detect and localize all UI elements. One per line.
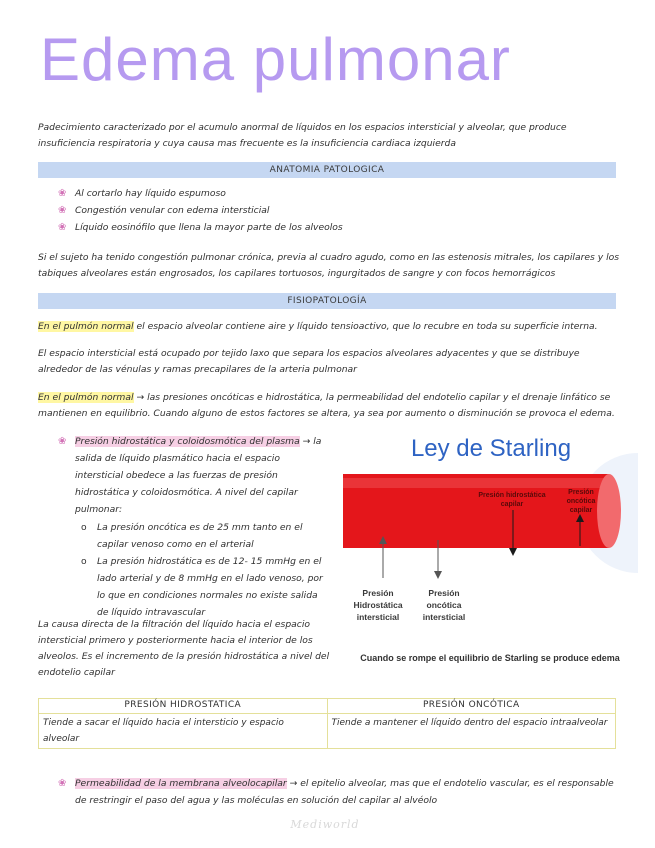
section-header-fisiopatologia: FISIOPATOLOGÍA xyxy=(38,293,616,309)
list-item-text: Congestión venular con edema intersticial xyxy=(75,205,270,216)
figure-caption: Cuando se rompe el equilibrio de Starling se produce edema xyxy=(360,653,620,663)
list-item-text: Líquido eosinófilo que llena la mayor parte de los alveolos xyxy=(75,222,343,233)
label-hidro-intersticial-2: Hidrostática xyxy=(353,600,403,610)
highlight-normal-lung: En el pulmón normal xyxy=(38,321,134,332)
watermark-signature: Mediworld xyxy=(290,818,360,831)
pressure-sublist xyxy=(58,519,330,621)
label-hidro-intersticial-1: Presión xyxy=(362,588,394,598)
permeability-bullet-text xyxy=(75,775,614,809)
normal-lung-paragraph xyxy=(38,319,620,335)
equilibrium-paragraph xyxy=(38,390,620,422)
label-oncotica-intersticial-1: Presión xyxy=(428,588,460,598)
permeability-bullet xyxy=(58,775,614,809)
paragraph-text: el espacio alveolar contiene aire y líquido tensioactivo, que lo recubre en toda su superficie interna. xyxy=(133,321,598,332)
circle-bullet-icon: o xyxy=(81,522,87,533)
sublist-item xyxy=(75,519,330,553)
label-oncotica-capilar-3: capilar xyxy=(569,507,593,514)
label-hidro-capilar-2: capilar xyxy=(500,501,524,508)
circle-bullet-icon: o xyxy=(81,556,87,567)
sublist-item-text: La presión hidrostática es de 12- 15 mmHg en el lado arterial y de 8 mmHg en el lado venoso, por lo que en condiciones normales no existe salida de líquido intravascular xyxy=(97,556,323,618)
list-item xyxy=(58,202,343,219)
bullet-text: → la salida de líquido plasmático hacia el espacio intersticial obedece a las fuerzas de presión hidrostática y coloidosmótica. A nivel del capilar pulmonar: xyxy=(75,436,322,515)
label-hidro-intersticial-3: intersticial xyxy=(356,612,400,622)
label-oncotica-intersticial-2: oncótica xyxy=(426,600,462,610)
interstitial-paragraph: El espacio intersticial está ocupado por tejido laxo que separa los espacios alveolares adyacentes y que se distribuye alrededor de las vénulas y ramas precapilares de la arteria pulmonar xyxy=(38,348,580,375)
anatomia-list xyxy=(58,185,343,236)
highlight-normal-lung: En el pulmón normal xyxy=(38,392,134,403)
flower-bullet-icon: ❀ xyxy=(58,222,67,233)
table-header-row xyxy=(39,699,616,714)
pressure-comparison-table xyxy=(38,698,616,749)
flower-bullet-icon: ❀ xyxy=(58,205,67,216)
bullet-text: → el epitelio alveolar, mas que el endotelio vascular, es el responsable de restringir el paso del agua y las moléculas en solución del capilar al alvéolo xyxy=(75,778,614,806)
label-oncotica-capilar-1: Presión xyxy=(568,489,594,496)
highlight-plasma-pressure: Presión hidrostática y coloidosmótica del plasma xyxy=(75,436,300,447)
table-row xyxy=(39,714,616,749)
label-oncotica-intersticial-3: intersticial xyxy=(422,612,466,622)
tube-highlight xyxy=(343,478,609,488)
table-cell-hidrostatica: Tiende a sacar el líquido hacia el intersticio y espacio alveolar xyxy=(39,714,328,749)
flower-bullet-icon: ❀ xyxy=(58,778,67,789)
sublist-item-text: La presión oncótica es de 25 mm tanto en el capilar venoso como en el arterial xyxy=(97,522,303,550)
figure-title: Ley de Starling xyxy=(410,435,572,462)
section-header-anatomia: ANATOMIA PATOLOGICA xyxy=(38,162,616,178)
page-title: Edema pulmonar xyxy=(40,26,511,93)
table-header-hidrostatica: PRESIÓN HIDROSTATICA xyxy=(39,699,328,714)
label-oncotica-capilar-2: oncótica xyxy=(566,498,596,505)
paragraph-text: → las presiones oncóticas e hidrostática, la permeabilidad del endotelio capilar y el drenaje linfático se mantienen en equilibrio. Cuando alguno de estos factores se altera, ya sea por aumento o disminución se provoca el edema. xyxy=(38,392,615,419)
pressure-bullet xyxy=(58,433,330,621)
tube-right-end xyxy=(597,474,621,548)
sublist-item xyxy=(75,553,330,621)
table-header-oncotica: PRESIÓN ONCÓTICA xyxy=(327,699,616,714)
list-item-text: Al cortarlo hay líquido espumoso xyxy=(75,188,226,199)
starling-law-figure xyxy=(343,428,638,672)
list-item xyxy=(58,185,343,202)
table-cell-oncotica: Tiende a mantener el líquido dentro del espacio intraalveolar xyxy=(327,714,616,749)
flower-bullet-icon: ❀ xyxy=(58,436,67,447)
cause-paragraph: La causa directa de la filtración del líquido hacia el espacio intersticial primero y posteriormente hacia el interior de los alveolos. Es el incremento de la presión hidrostática a nivel del endotelio capilar xyxy=(38,619,330,678)
flower-bullet-icon: ❀ xyxy=(58,188,67,199)
cronica-paragraph: Si el sujeto ha tenido congestión pulmonar crónica, previa al cuadro agudo, como en las estenosis mitrales, los capilares y los tabiques alveolares están engrosados, los capilares tortuosos, ingurgitados de sangre y con focos hemorrágicos xyxy=(38,252,620,279)
highlight-membrane: Permeabilidad de la membrana alveolocapilar xyxy=(75,778,287,789)
pressure-bullet-text xyxy=(75,433,330,518)
intro-paragraph: Padecimiento caracterizado por el acumulo anormal de líquidos en los espacios intersticial y alveolar, que produce insuficiencia respiratoria y cuya causa mas frecuente es la insuficiencia cardiaca izquierda xyxy=(38,122,567,149)
label-hidro-capilar-1: Presión hidrostática xyxy=(478,492,546,499)
list-item xyxy=(58,219,343,236)
